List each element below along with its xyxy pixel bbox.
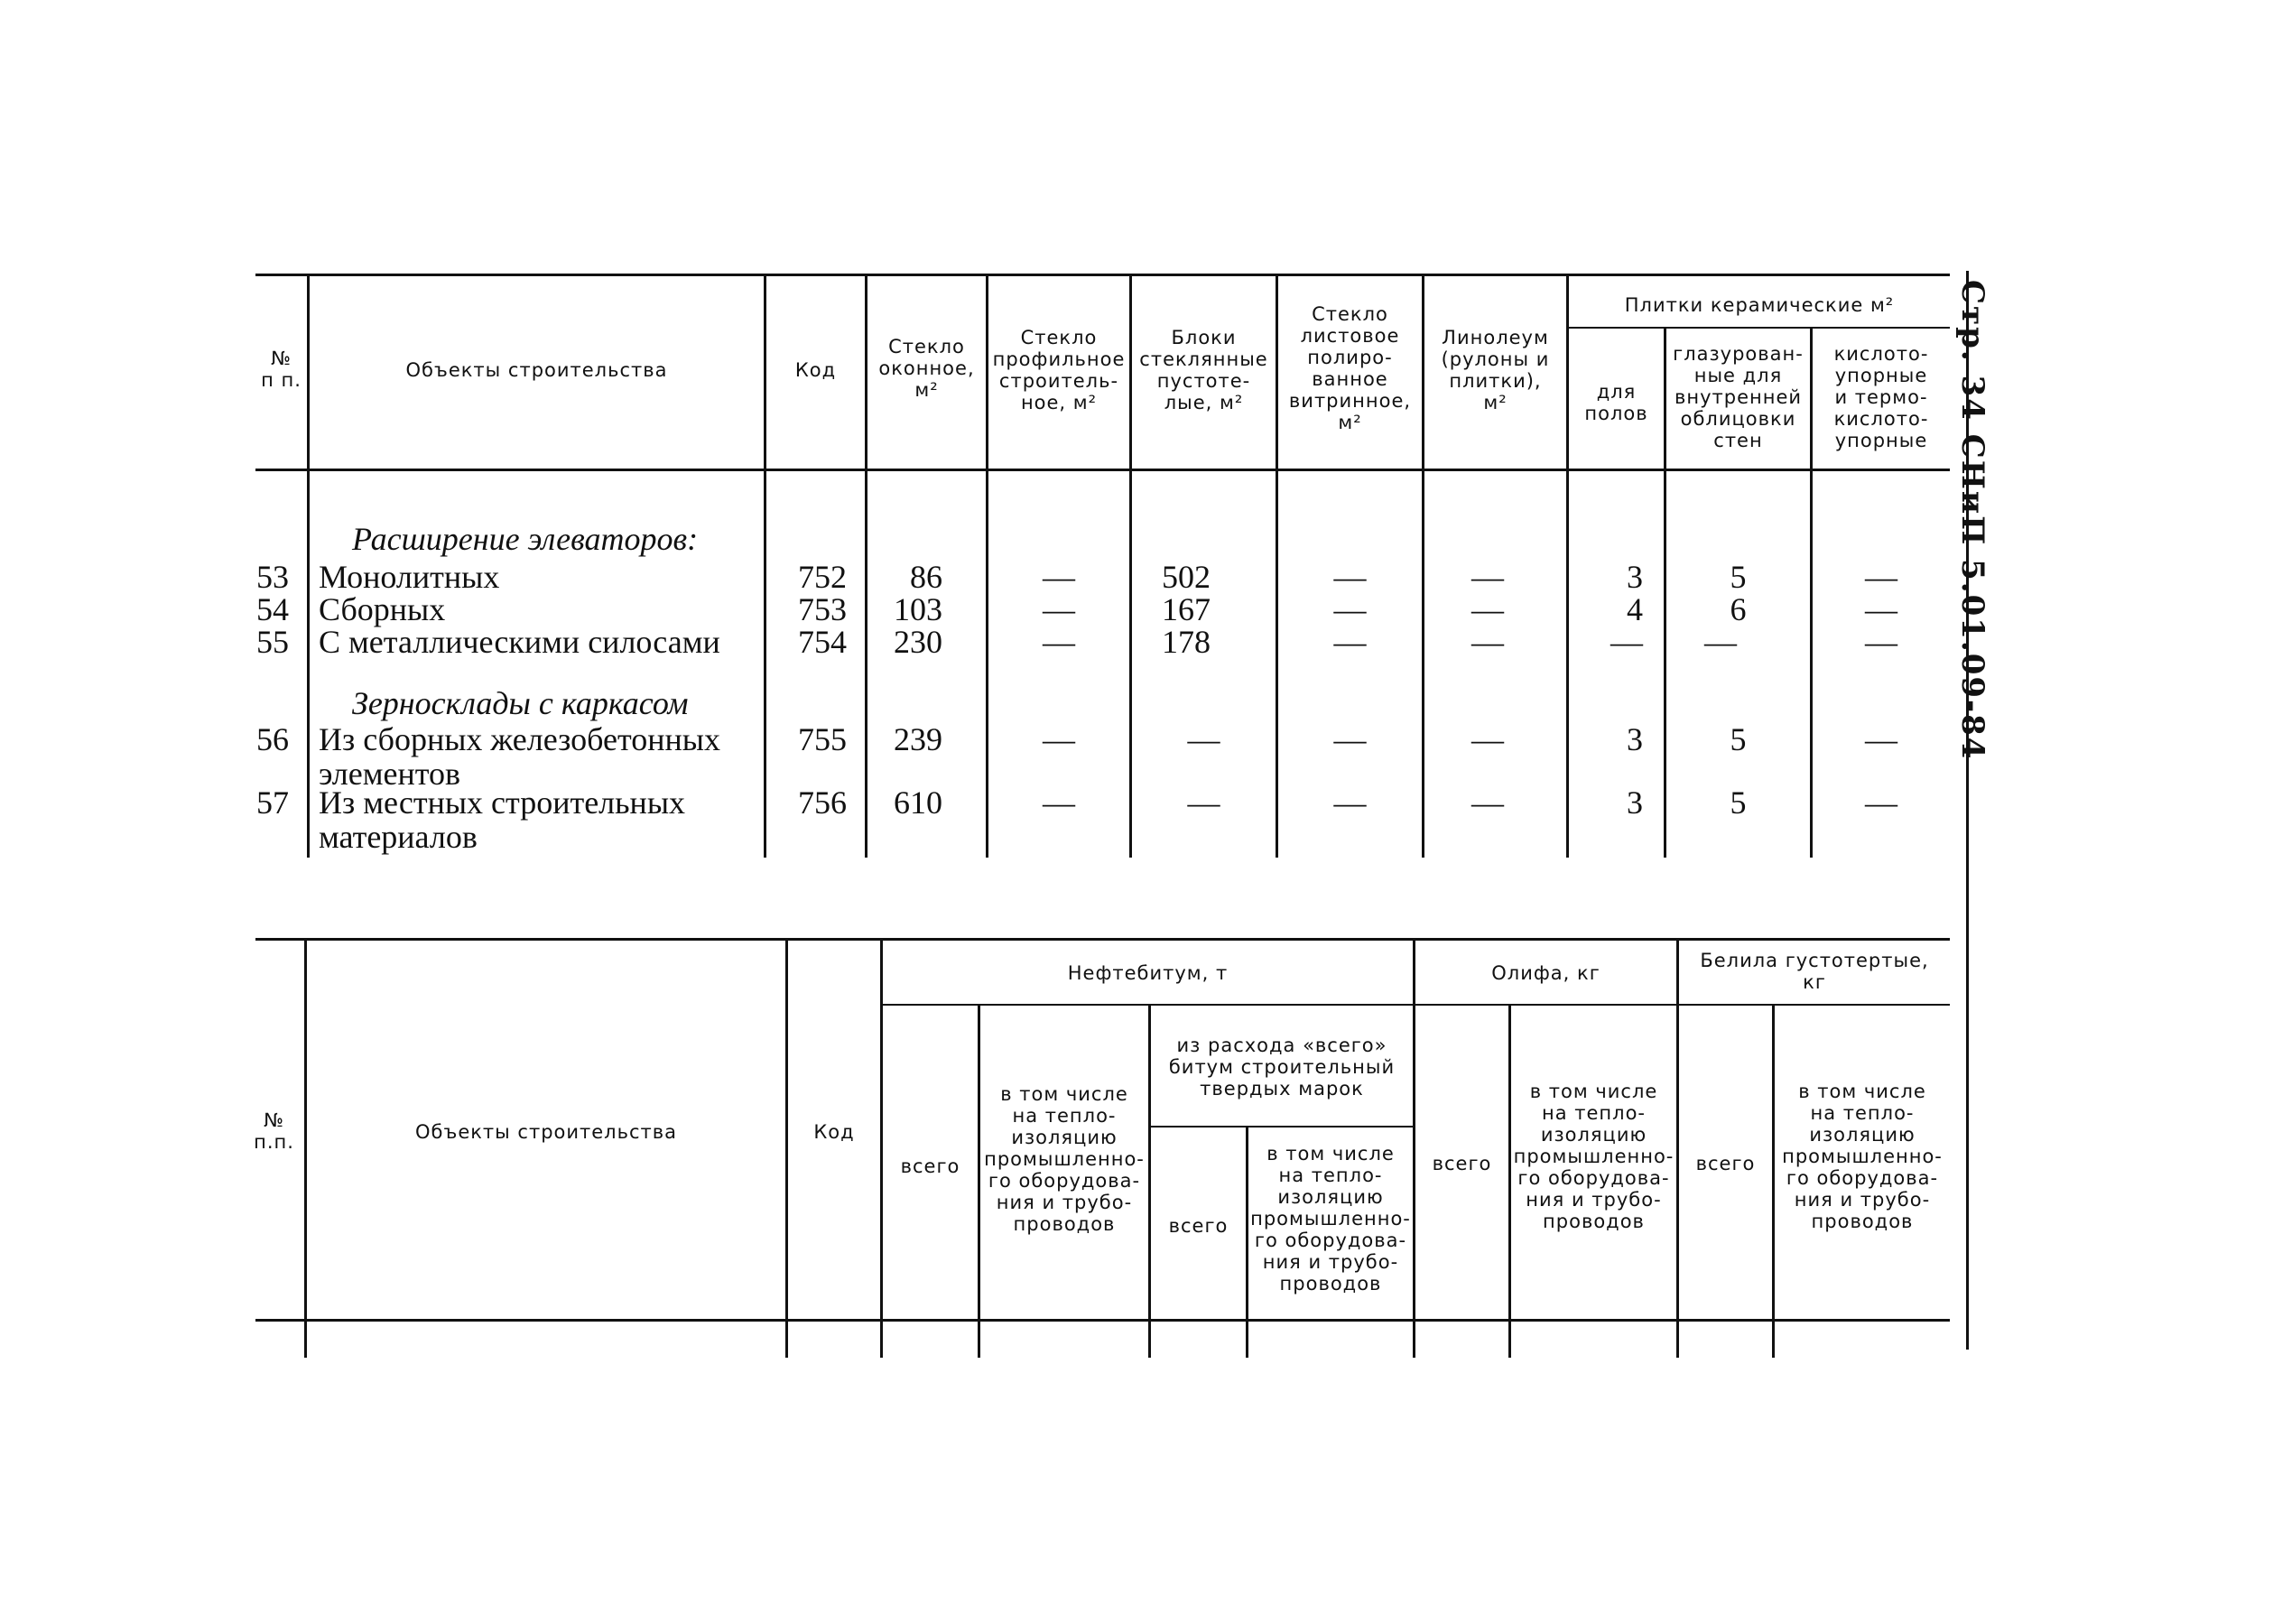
row-c1: 230 xyxy=(894,624,942,660)
row-c1: 86 xyxy=(910,559,942,595)
row-c3: 502 xyxy=(1162,559,1211,595)
header-white-incl: в том числе на тепло- изоляцию промышленно- го оборудова- ния и трубо- проводов xyxy=(1782,1081,1943,1232)
row-code: 756 xyxy=(798,784,847,821)
header-glass-window: Стекло оконное, м² xyxy=(878,336,975,401)
row-c4: — xyxy=(1333,559,1367,595)
row-code: 754 xyxy=(798,624,847,660)
row-name: Из местных строительных материалов xyxy=(319,784,686,855)
row-c8: — xyxy=(1865,721,1897,757)
header-olifa-total: всего xyxy=(1432,1153,1492,1174)
row-c8: — xyxy=(1865,559,1897,595)
row-c2: — xyxy=(1043,624,1075,660)
row-c6: 4 xyxy=(1627,591,1643,627)
row-number: 55 xyxy=(256,624,289,660)
row-c2: — xyxy=(1043,721,1075,757)
row-c2: — xyxy=(1043,591,1075,627)
row-c6: 3 xyxy=(1627,784,1643,821)
row-number: 53 xyxy=(256,559,289,595)
header-code: Код xyxy=(794,359,837,381)
header-bitumen-hard: из расхода «всего» битум строительный твердых марок xyxy=(1168,1035,1396,1100)
row-c5: — xyxy=(1471,784,1504,821)
row-number: 54 xyxy=(256,591,289,627)
row-c8: — xyxy=(1865,784,1897,821)
header-bitumen-hard-incl: в том числе на тепло- изоляцию промышленно- го оборудова- ния и трубо- проводов xyxy=(1250,1143,1411,1295)
section-title: Зерносклады с каркасом xyxy=(352,685,689,721)
row-c7: 5 xyxy=(1730,721,1747,757)
row-c3: 167 xyxy=(1162,591,1211,627)
row-c5: — xyxy=(1471,591,1504,627)
header-code: Код xyxy=(813,1121,855,1143)
header-white-total: всего xyxy=(1695,1153,1756,1174)
row-c7: 5 xyxy=(1730,559,1747,595)
row-c6: — xyxy=(1610,624,1643,660)
row-c7: 5 xyxy=(1730,784,1747,821)
header-num: № п.п. xyxy=(254,1109,294,1153)
row-c2: — xyxy=(1043,784,1075,821)
row-code: 752 xyxy=(798,559,847,595)
header-tiles-floor: для полов xyxy=(1584,381,1648,424)
header-white-group: Белила густотертые, кг xyxy=(1700,950,1929,993)
row-number: 56 xyxy=(256,721,289,757)
row-number: 57 xyxy=(256,784,289,821)
header-olifa-group: Олифа, кг xyxy=(1491,962,1600,984)
row-code: 755 xyxy=(798,721,847,757)
section-title: Расширение элеваторов: xyxy=(352,521,699,557)
header-bitumen-hard-total: всего xyxy=(1168,1215,1229,1237)
page-label xyxy=(1954,280,2027,840)
row-c5: — xyxy=(1471,624,1504,660)
row-c5: — xyxy=(1471,721,1504,757)
row-c3: — xyxy=(1187,721,1220,757)
header-glass-profile: Стекло профильное строитель- ное, м² xyxy=(992,327,1126,413)
row-c1: 610 xyxy=(894,784,942,821)
row-name: Монолитных xyxy=(319,559,500,595)
row-c6: 3 xyxy=(1627,721,1643,757)
header-tiles-glazed: глазурован- ные для внутренней облицовки стен xyxy=(1673,343,1804,451)
row-c3: 178 xyxy=(1162,624,1211,660)
header-objects: Объекты строительства xyxy=(415,1121,677,1143)
header-linoleum: Линолеум (рулоны и плитки), м² xyxy=(1441,327,1550,413)
row-c1: 239 xyxy=(894,721,942,757)
header-glass-sheet: Стекло листовое полиро- ванное витринное, м² xyxy=(1288,303,1412,433)
row-code: 753 xyxy=(798,591,847,627)
header-bitumen-total: всего xyxy=(900,1155,960,1177)
header-objects: Объекты строительства xyxy=(405,359,668,381)
row-c7: — xyxy=(1704,624,1737,660)
row-c1: 103 xyxy=(894,591,942,627)
header-tiles-acid: кислото- упорные и термо- кислото- упорные xyxy=(1833,343,1929,451)
row-c7: 6 xyxy=(1730,591,1747,627)
row-c8: — xyxy=(1865,624,1897,660)
row-c4: — xyxy=(1333,591,1367,627)
row-c4: — xyxy=(1333,721,1367,757)
header-tiles-group: Плитки керамические м² xyxy=(1624,294,1895,316)
header-num: № п п. xyxy=(261,348,302,391)
row-c6: 3 xyxy=(1627,559,1643,595)
page-label-text: Стр. 34 СНиП 5.01.09-84 xyxy=(1954,280,1990,761)
header-olifa-incl: в том числе на тепло- изоляцию промышленно- го оборудова- ния и трубо- проводов xyxy=(1513,1081,1675,1232)
row-c4: — xyxy=(1333,784,1367,821)
row-c5: — xyxy=(1471,559,1504,595)
row-c4: — xyxy=(1333,624,1367,660)
row-name: Сборных xyxy=(319,591,446,627)
header-glass-blocks: Блоки стеклянные пустоте- лые, м² xyxy=(1139,327,1268,413)
row-name: С металлическими силосами xyxy=(319,624,720,660)
row-c2: — xyxy=(1043,559,1075,595)
header-bitumen-incl: в том числе на тепло- изоляцию промышленно- го оборудова- ния и трубо- проводов xyxy=(984,1083,1145,1235)
header-bitumen-group: Нефтебитум, т xyxy=(1067,962,1229,984)
row-c8: — xyxy=(1865,591,1897,627)
row-c3: — xyxy=(1187,784,1220,821)
row-name: Из сборных железобетонных элементов xyxy=(319,721,720,792)
